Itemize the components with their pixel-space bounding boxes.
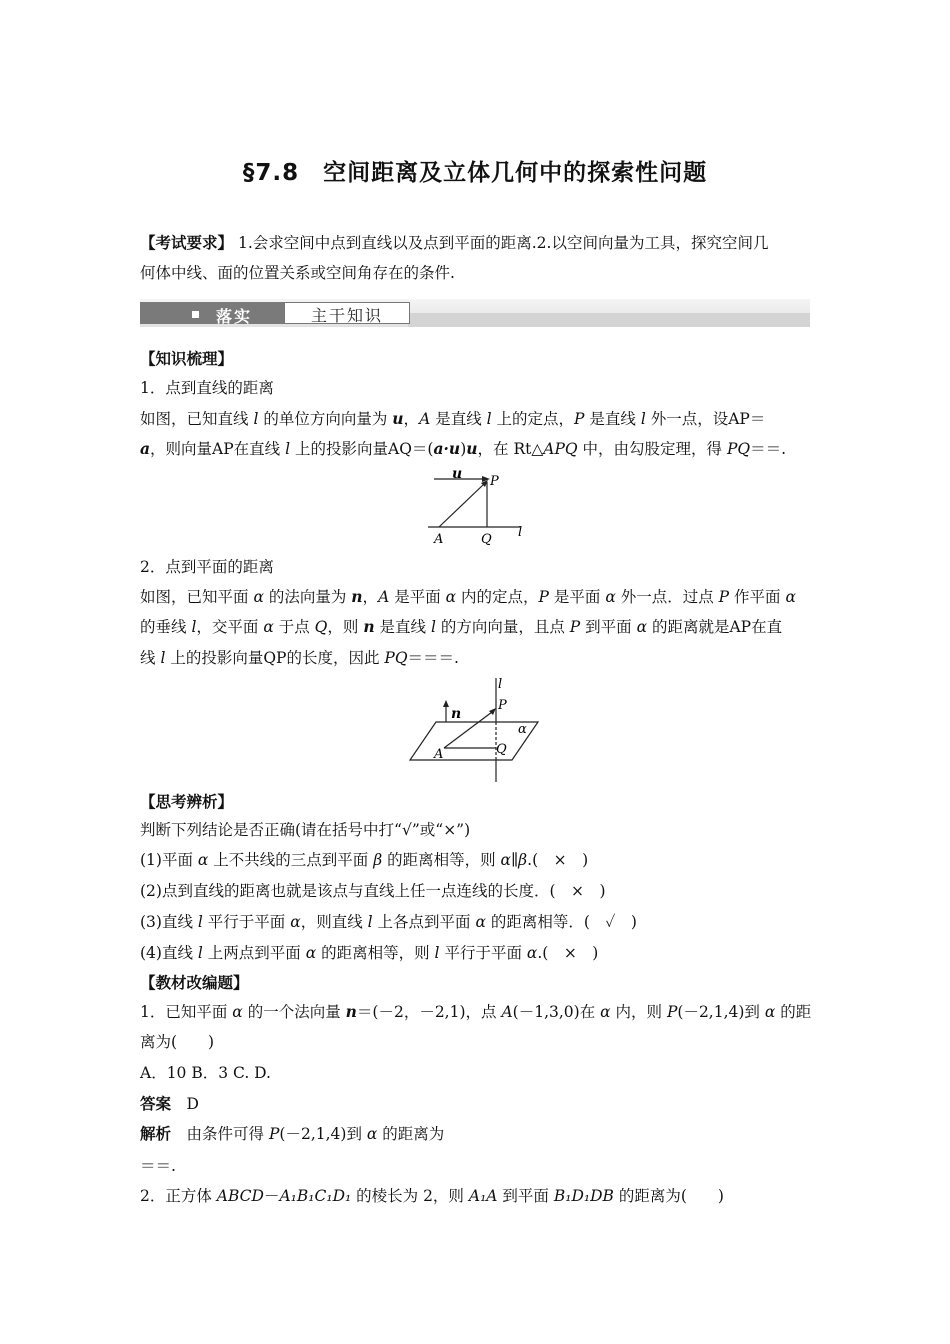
question-1-options: A．10 B．3 C. D. bbox=[140, 1064, 271, 1082]
banner-right-label: 主干知识 bbox=[310, 306, 383, 325]
requirements-line-1 bbox=[140, 232, 768, 254]
section-2-line-1: 如图，已知平面 α 的法向量为 n，A 是平面 α 内的定点，P 是平面 α 外一点．过点 P 作平面 α bbox=[140, 587, 796, 606]
requirements-label: 【考试要求】 bbox=[140, 234, 234, 252]
textbook-heading: 【教材改编题】 bbox=[140, 974, 249, 992]
fig1-label-A: A bbox=[434, 532, 444, 547]
thinking-item-1: (1)平面 α 上不共线的三点到平面 β 的距离相等，则 α∥β.( × ) bbox=[140, 851, 589, 869]
banner-right-box bbox=[284, 302, 410, 324]
page-title: §7.8 空间距离及立体几何中的探索性问题 bbox=[242, 160, 708, 186]
section-1-line-1: 如图，已知直线 l 的单位方向向量为 u，A 是直线 l 上的定点，P 是直线 l 外一点，设AP＝ bbox=[140, 409, 766, 428]
question-1-analysis-tail: ＝＝. bbox=[140, 1157, 176, 1175]
fig2-label-A: A bbox=[434, 747, 444, 762]
fig2-label-alpha: α bbox=[518, 722, 527, 737]
section-2-line-2: 的垂线 l，交平面 α 于点 Q，则 n 是直线 l 的方向向量，且点 P 到平面 α 的距离就是AP在直 bbox=[140, 617, 783, 636]
requirements-line-2: 何体中线、面的位置关系或空间角存在的条件. bbox=[140, 264, 455, 282]
knowledge-heading: 【知识梳理】 bbox=[140, 350, 234, 368]
section-2-line-3: 线 l 上的投影向量QP的长度，因此 PQ＝＝＝. bbox=[140, 649, 459, 667]
section-1-line-2: a，则向量AP在直线 l 上的投影向量AQ＝(a·u)u，在 Rt△APQ 中，由勾股定理，得 PQ＝＝. bbox=[140, 439, 787, 458]
fig2-label-l: l bbox=[498, 677, 503, 692]
thinking-item-4: (4)直线 l 上两点到平面 α 的距离相等，则 l 平行于平面 α.( × ) bbox=[140, 944, 599, 962]
fig2-label-n: n bbox=[451, 706, 462, 722]
fig1-label-Q: Q bbox=[481, 532, 492, 547]
fig2-label-P: P bbox=[498, 698, 507, 713]
thinking-item-3: (3)直线 l 平行于平面 α，则直线 l 上各点到平面 α 的距离相等．( ✓ ) bbox=[140, 913, 637, 931]
fig1-label-P: P bbox=[490, 474, 499, 489]
section-banner bbox=[140, 299, 810, 327]
fig1-label-u: u bbox=[452, 466, 463, 482]
section-1-heading: 1．点到直线的距离 bbox=[140, 379, 274, 397]
question-1-answer: 答案 D bbox=[140, 1095, 199, 1113]
point-to-plane-figure bbox=[400, 672, 550, 784]
section-2-heading: 2．点到平面的距离 bbox=[140, 558, 274, 576]
fig2-label-Q: Q bbox=[496, 742, 507, 757]
requirements-text-1: 1.会求空间中点到直线以及点到平面的距离.2.以空间向量为工具，探究空间几 bbox=[237, 234, 769, 252]
fig1-label-l: l bbox=[518, 525, 523, 540]
question-2: 2．正方体 ABCD－A₁B₁C₁D₁ 的棱长为 2，则 A₁A 到平面 B₁D₁DB 的距离为( ) bbox=[140, 1187, 724, 1205]
banner-dark-block bbox=[140, 302, 284, 324]
square-bullet-icon bbox=[192, 311, 199, 318]
question-1-line-2: 离为( ) bbox=[140, 1033, 215, 1051]
thinking-intro: 判断下列结论是否正确(请在括号中打“√”或“×”) bbox=[140, 821, 471, 839]
point-to-line-figure bbox=[420, 466, 540, 548]
thinking-heading: 【思考辨析】 bbox=[140, 793, 234, 811]
banner-left-label: 落实 bbox=[216, 307, 253, 326]
thinking-item-2: (2)点到直线的距离也就是该点与直线上任一点连线的长度．( × ) bbox=[140, 882, 606, 900]
question-1-analysis: 解析 由条件可得 P(－2,1,4)到 α 的距离为 bbox=[140, 1125, 445, 1143]
question-1-line-1: 1．已知平面 α 的一个法向量 n＝(－2，－2,1)，点 A(－1,3,0)在 α 内，则 P(－2,1,4)到 α 的距 bbox=[140, 1002, 812, 1021]
banner-strip bbox=[408, 313, 810, 327]
